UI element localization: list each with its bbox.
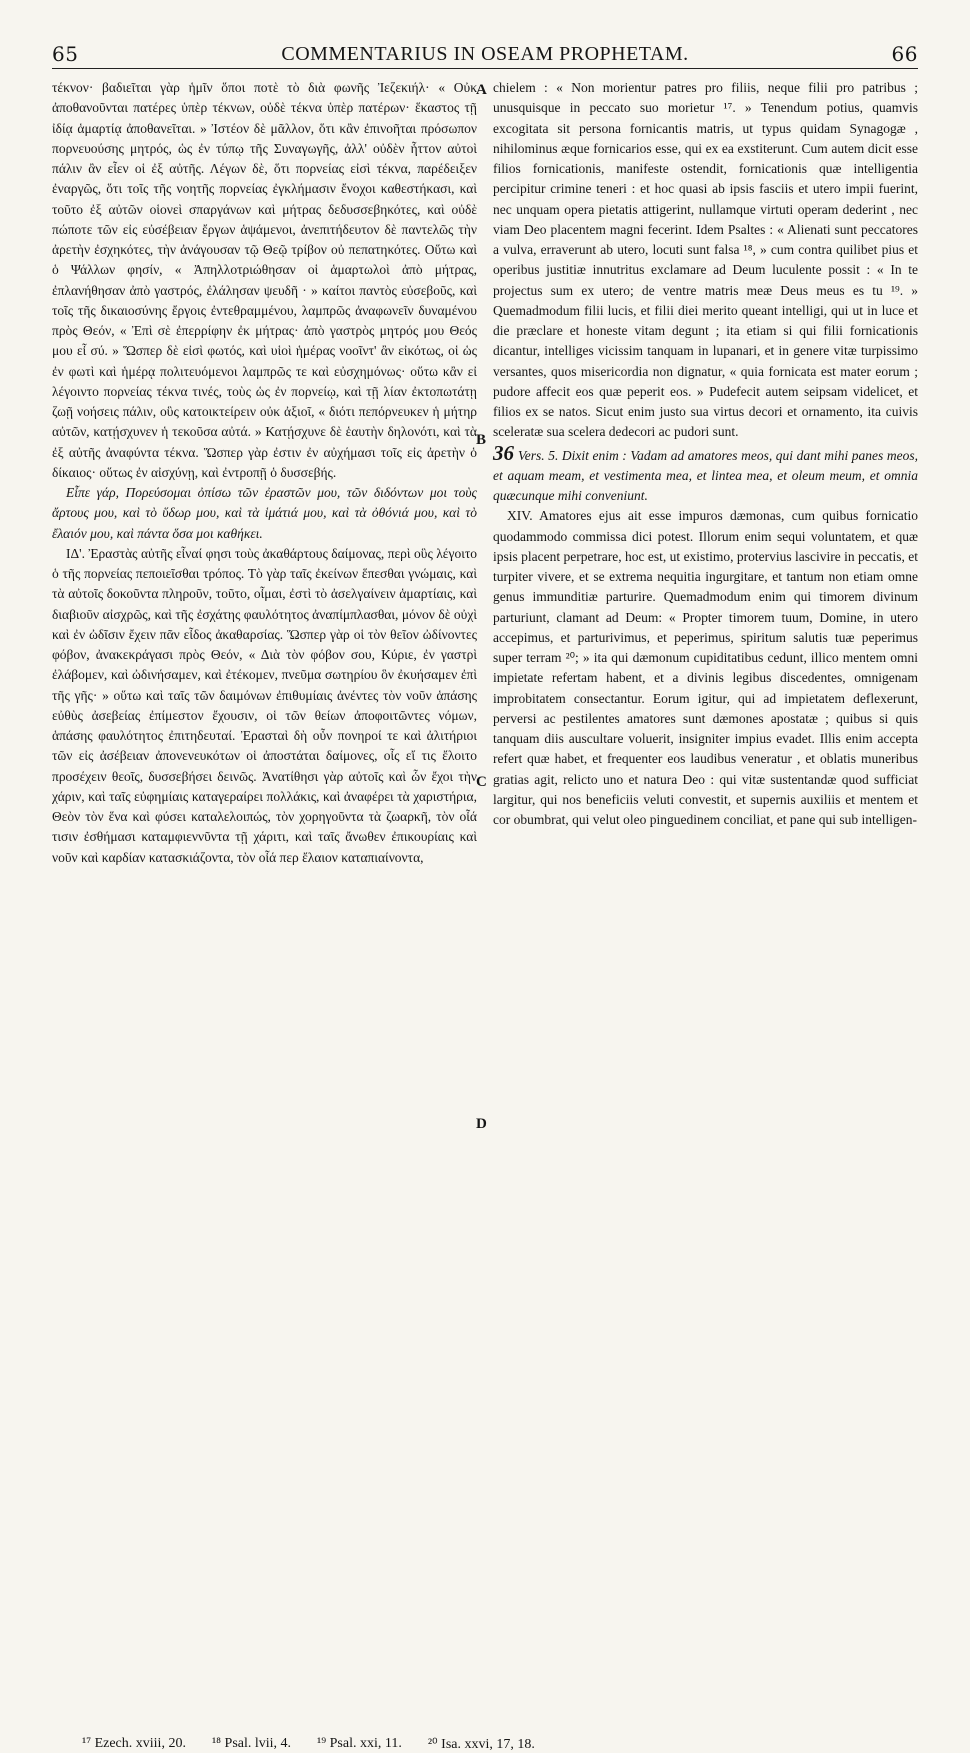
footnote-17: ¹⁷ Ezech. xviii, 20. bbox=[82, 1736, 186, 1751]
left-page-number: 65 bbox=[52, 42, 79, 66]
margin-marker-d: D bbox=[476, 1116, 487, 1132]
running-header bbox=[52, 40, 918, 69]
footnotes bbox=[82, 1736, 918, 1753]
latin-paragraph-1: chielem : « Non morientur patres pro filiis, neque filii pro patribus ; unusquisque in peccato suo morietur ¹⁷. » Tenendum potius, quamvis excogitata sit persona fornicantis matris, ut typus quidam Synagogæ , nihilominus æque fornicarios esse, qui ex ea exstiterunt. Cum autem dicit esse filios fornicationis, manifeste ostendit, fornicationis quæ intelligentia percipitur crimine teneri : et hoc quasi ab ipsis fasciis et utero impii fuerint, nec unquam opera pietatis attigerint, nullamque virtuti operam dederint , nec viam Deo placentem magni fecerint. Idem Psaltes : « Alienati sunt peccatores a vulva, erraverunt ab utero, locuti sunt falsa ¹⁸, » cum contra quilibet pius et operibus justitiæ innutritus exclamare ad Deum luculente possit : « In te projectus sum ex utero; de ventre matris meæ Deus meus es tu ¹⁹. » Quemadmodum filii lucis, et filii diei merito queant intelligi, qui ut in luce et die præclare et honeste vitam degunt ; ita etiam si qui filii fornicationis dicantur, intelliges vicissim tanquam in lupanari, et in genere vitæ turpissimo versantes, quos misericordia non dignatur, « quia fornicata est mater eorum ; pudore affecit eos quæ peperit eos. » Pudefecit autem seipsam videlicet, et filios ex se natos. Sicut enim justo sua virtus decori et ornamento, ita cuivis sceleratæ sua scelera dedecori ac pudori sunt. bbox=[493, 80, 918, 440]
greek-verse: Εἶπε γάρ, Πορεύσομαι ὀπίσω τῶν ἐραστῶν μου, τῶν διδόντων μοι τοὺς ἄρτους μου, καὶ τὸ ὕδωρ μου, καὶ τὰ ἱμάτιά μου, καὶ τὰ ὀθόνιά μου, καὶ τὸ ἔλαιόν μου, καὶ πάντα ὅσα μοι καθήκει. bbox=[52, 485, 477, 541]
running-title: COMMENTARIUS IN OSEAM PROPHETAM. bbox=[281, 42, 689, 65]
footnote-18: ¹⁸ Psal. lvii, 4. bbox=[211, 1736, 292, 1751]
footnote-19: ¹⁹ Psal. xxi, 11. bbox=[317, 1736, 402, 1751]
latin-column bbox=[493, 78, 918, 1696]
right-page-number: 66 bbox=[891, 42, 918, 66]
verse-number: 36 bbox=[493, 440, 514, 465]
margin-marker-a: A bbox=[476, 82, 487, 98]
greek-paragraph-1: τέκνον· βαδιεῖται γὰρ ἡμῖν ὅποι ποτὲ τὸ διὰ φωνῆς Ἰεζεκιήλ· « Οὐκ ἀποθανοῦνται πατέρες ὑπὲρ τέκνων, οὐδὲ τέκνα ὑπὲρ πατέρων· ἕκαστος τῇ ἰδίᾳ ἁμαρτίᾳ ἀποθανεῖται. » Ἰστέον δὲ μᾶλλον, ὅτι κἂν ἐπινοῆται πρόσωπον πορνευούσης μητρός, ὡς ἐν τύπῳ τῆς Συναγωγῆς, ἀλλ' οὐδὲν ἧττον αὐτοὶ πάλιν ἂν εἶεν οἱ ἐξ αὐτῆς. Λέγων δὲ, ὅτι πορνείας εἰσὶ τέκνα, παρέδειξεν ἐναργῶς, ὅτι τοῖς τῆς νοητῆς πορνείας ἐγκλήμασιν ἔνοχοι καθεστήκασι, καὶ τοῦτο ἐξ αὐτῶν οἱονεὶ σπαργάνων καὶ μήτρας δεδυσσεβηκότες, καὶ οὐδὲ πώποτε τῶν εἰς εὐσέβειαν ἔργων ἁψάμενοι, ἀνεπιτήδευτον δὲ παντελῶς τὴν ἀρετὴν ἐσχηκότες, τὴν ἀνάγουσαν τῷ Θεῷ τρίβον οὐ πεπατηκότες. Οὕτω καὶ ὁ Ψάλλων φησίν, « Ἀπηλλοτριώθησαν οἱ ἁμαρτωλοὶ ἀπὸ μήτρας, ἐπλανήθησαν ἀπὸ γαστρός, ἐλάλησαν ψευδῆ · » καίτοι παντὸς εὐσεβοῦς, καὶ τοῖς τῆς δικαιοσύνης ἔργοις ἐντεθραμμένου, λαμπρῶς ἀναφωνεῖν δυναμένου πρὸς Θεόν, « Ἐπὶ σὲ ἐπερρίφην ἐκ μήτρας· ἀπὸ γαστρὸς μητρός μου Θεός μου εἶ σύ. » Ὥσπερ δὲ εἰσὶ φωτός, καὶ υἱοὶ ἡμέρας νοοῖντ' ἂν εἰκότως, οἱ ὡς ἐν φωτὶ καὶ ἡμέρᾳ πολιτευόμενοι λαμπρῶς τε καὶ εὐσχημόνως· οὕτω κἂν εἰ λέγοιντο πορνείας τέκνα τινές, τοὺς ὡς ἐν πορνείῳ, καὶ τῇ λίαν ἐκτοπωτάτῃ ζωῇ νοήσεις πάλιν, οὓς κατοικτείρειν οὐκ ἀξιοῖ, « διότι πεπόρνευκεν ἡ μήτηρ αὐτῶν, κατῄσχυνεν ἡ τεκοῦσα αὐτά. » Κατῄσχυνε δὲ ἑαυτὴν δηλονότι, καὶ τὰ ἐξ αὐτῆς ἀναφύντα τέκνα. Ὥσπερ γὰρ ἐστιν ἐν αὐχήμασι τοῖς εἰς ἀρετὴν ὁ δίκαιος· οὕτως ἐν αἰσχύνῃ, καὶ ἐντροπῇ ὁ δυσσεβής. bbox=[52, 80, 477, 480]
greek-column bbox=[52, 78, 477, 1696]
footnote-20: ²⁰ Isa. xxvi, 17, 18. bbox=[427, 1737, 535, 1752]
two-column-body bbox=[52, 78, 918, 1696]
latin-paragraph-2: XIV. Amatores ejus ait esse impuros dæmonas, cum quibus fornicatio quodammodo commissa dici potest. Illorum enim sequi voluntatem, et quæ ipsis placent perpetrare, hoc est, ut existimo, protervius lascivire in peccatis, et turpiter vivere, et se extrema nequitia ingurgitare, et tantum non etiam omne genus immunditiæ parturire. Quemadmodum enim qui timorem divinum parturiunt, clamant ad Deum: « Propter timorem tuum, Domine, in utero accepimus, et parturivimus, et peperimus, spiritum salutis tuæ peperimus super terram ²⁰; » ita qui dæmonum cupiditatibus cedunt, illico mentem omni impietate refertam habent, et a divinis legibus discedentes, omnigenam improbitatem consectantur. Eorum igitur, qui ad impietatem deflexerunt, perversi ac pestilentes amatores sunt dæmones apostatæ ; quibus si quis tanquam diis auscultare voluerit, insigniter impius evadet. Illis enim accepta refert quæ habet, et frequenter eos laudibus veneratur , et oblatis muneribus gratias agit, relicto uno et natura Deo : qui vitæ sustentandæ quod sufficiat largitur, qui nos beneficiis veluti convestit, et supernis auxiliis et mentem et cor obumbrat, qui velut oleo pinguedinem conciliat, et pane qui sub intelligen- bbox=[493, 508, 918, 827]
latin-verse: Vers. 5. Dixit enim : Vadam ad amatores meos, qui dant mihi panes meos, et aquam meam, et vestimenta mea, et lintea mea, et oleum meum, et omnia quæcunque mihi conveniunt. bbox=[493, 447, 918, 503]
greek-paragraph-2: ΙΔ'. Ἐραστὰς αὐτῆς εἶναί φησι τοὺς ἀκαθάρτους δαίμονας, περὶ οὓς λέγοιτο ὁ τῆς πορνείας πεποιεῖσθαι τρόπος. Τὸ γὰρ ταῖς ἐκείνων ἕπεσθαι γνώμαις, καὶ τὰ αὐτοῖς δοκοῦντα πληροῦν, τοῦτο, οἶμαι, ἐστὶ τὸ ἀσελγαίνειν ἁμαρτίαις, καὶ διαβιοῦν αἰσχρῶς, καὶ τῆς ἐσχάτης φαυλότητος ἀναπίμπλασθαι, μόνον δὲ οὐχὶ καὶ ἐν ὠδῖσιν ἔχειν πᾶν εἶδος ἀκαθαρσίας. Ὥσπερ γὰρ οἱ τὸν θεῖον ὠδίνοντες φόβον, ἀνακεκράγασι πρὸς Θεόν, « Διὰ τὸν φόβον σου, Κύριε, ἐν γαστρὶ ἐλάβομεν, καὶ ὠδινήσαμεν, καὶ ἐτέκομεν, πνεῦμα σωτηρίου ὃν ἐκυήσαμεν ἐπὶ τῆς γῆς· » οὕτω καὶ ταῖς τῶν δαιμόνων ἐπιθυμίαις ἀνέντες τὸν νοῦν ἁπάσης εὐθὺς ἀσεβείας ἐπίμεστον ἔχουσιν, οἱ τῶν θείων ἀποφοιτῶντες νόμων, ἁπάσης φαυλότητος ἐπιτηδευταί. Ἐρασταὶ δὴ οὖν πονηροί τε καὶ ἀλιτήριοι τῶν εἰς ἀσέβειαν ἀπονενευκότων οἱ ἀποστάται δαίμονες, οἷς εἴ τις ἔλοιτο προσέχειν θεοῖς, δυσσεβήσει δεινῶς. Ἀνατίθησι γὰρ αὐτοῖς καὶ ὧν ἔχοι τὴν χάριν, καὶ ταῖς εὐφημίαις καταγεραίρει πολλάκις, καὶ ἀναφέρει τὰ χαριστήρια, Θεὸν τὸν ἕνα καὶ φύσει καταλελοιπώς, τὸν χορηγοῦντα τὰ ζωαρκῆ, τὸν οἷά τισιν ἐσθήμασι καταμφιεννῦντα τῇ χάριτι, καὶ ταῖς ἄνωθεν ἐπικουρίαις καὶ νοῦν καὶ καρδίαν κατασκιάζοντα, τὸν οἷά περ ἔλαιον καταπιαίνοντα, bbox=[52, 545, 477, 865]
margin-marker-c: C bbox=[476, 774, 487, 790]
margin-marker-b: B bbox=[476, 432, 487, 448]
